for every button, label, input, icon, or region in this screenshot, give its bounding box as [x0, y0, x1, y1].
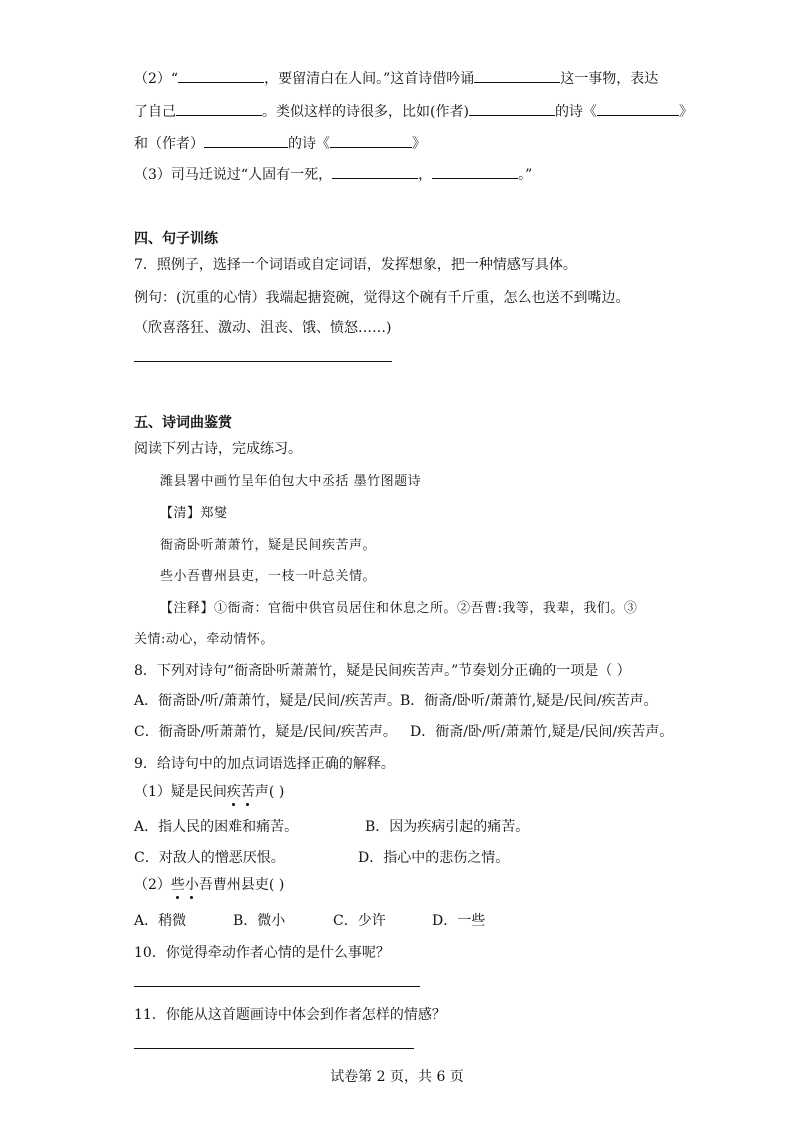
question-10: 10．你觉得牵动作者心情的是什么事呢？ — [134, 945, 390, 961]
q9-sub1-option-a[interactable]: A．指人民的困难和痛苦。 — [134, 819, 299, 835]
poem-author: 【清】郑燮 — [160, 506, 228, 521]
q9-sub1-option-b[interactable]: B．因为疾病引起的痛苦。 — [365, 819, 530, 835]
q8-option-a[interactable]: A．衙斋卧/听/萧萧竹，疑是/民间/疾苦声。 — [134, 693, 401, 709]
q6-part2-line1: （2）“ ，要留清白在人间。”这首诗借吟诵 这一事物，表达 — [134, 68, 658, 86]
q9-sub2: （2）些小吾曹州县吏( ) — [134, 877, 285, 893]
q6-part2-line3: 和（作者） 的诗《 》 — [134, 133, 426, 151]
page-footer: 试卷第 2 页，共 6 页 — [330, 1069, 464, 1085]
answer-blank[interactable] — [204, 133, 288, 148]
emphasis-dot-char: 疾 — [226, 784, 241, 800]
question-11: 11．你能从这首题画诗中体会到作者怎样的情感？ — [134, 1007, 446, 1023]
poem-title: 潍县署中画竹呈年伯包大中丞括 墨竹图题诗 — [160, 474, 422, 489]
section-5-heading: 五、诗词曲鉴赏 — [134, 415, 232, 431]
q8-option-c[interactable]: C．衙斋卧/听萧萧竹，疑是/民间/疾苦声。 — [134, 724, 397, 740]
answer-blank[interactable] — [474, 68, 560, 83]
q6-part3: （3）司马迁说过“人固有一死， ， 。” — [134, 164, 532, 182]
poem-line-1: 衙斋卧听萧萧竹，疑是民间疾苦声。 — [160, 538, 377, 553]
poem-line-2: 些小吾曹州县吏，一枝一叶总关情。 — [160, 569, 377, 584]
q9-sub2-option-d[interactable]: D．一些 — [432, 913, 486, 929]
answer-line-q10[interactable] — [134, 986, 420, 987]
emphasis-dot-char: 小 — [184, 877, 199, 893]
question-7: 7．照例子，选择一个词语或自定词语，发挥想象，把一种情感写具体。 — [134, 257, 577, 273]
q9-sub2-option-c[interactable]: C．少许 — [333, 913, 386, 929]
answer-line-q11[interactable] — [134, 1048, 414, 1049]
q9-sub1-option-d[interactable]: D．指心中的悲伤之情。 — [358, 850, 510, 866]
question-9: 9．给诗句中的加点词语选择正确的解释。 — [134, 756, 395, 772]
answer-blank[interactable] — [469, 101, 555, 116]
q9-sub2-option-a[interactable]: A．稍微 — [134, 913, 187, 929]
reading-instruction: 阅读下列古诗，完成练习。 — [134, 441, 302, 457]
answer-line-q7[interactable] — [134, 361, 392, 362]
example-sentence: 例句：(沉重的心情）我端起搪瓷碗，觉得这个碗有千斤重，怎么也送不到嘴边。 — [134, 290, 630, 306]
q8-option-b[interactable]: B．衙斋/卧听/萧萧竹,疑是/民间/疾苦声。 — [400, 693, 658, 709]
emphasis-dot-char: 苦 — [240, 784, 255, 800]
q8-option-d[interactable]: D．衙斋/卧/听/萧萧竹,疑是/民间/疾苦声。 — [410, 724, 674, 740]
answer-blank[interactable] — [432, 164, 518, 179]
answer-blank[interactable] — [597, 101, 679, 116]
answer-blank[interactable] — [178, 68, 264, 83]
section-4-heading: 四、句子训练 — [134, 231, 218, 247]
answer-blank[interactable] — [332, 164, 418, 179]
answer-blank[interactable] — [330, 133, 412, 148]
q9-sub2-option-b[interactable]: B．微小 — [233, 913, 286, 929]
q9-sub1: （1）疑是民间疾苦声( ) — [134, 784, 285, 800]
emphasis-dot-char: 些 — [170, 877, 185, 893]
word-choices: （欣喜落狂、激动、沮丧、饿、愤怒……) — [134, 320, 392, 336]
answer-blank[interactable] — [176, 101, 262, 116]
poem-notes-2: 关情:动心，牵动情怀。 — [134, 632, 274, 647]
question-8: 8．下列对诗句“衙斋卧听萧萧竹，疑是民间疾苦声。”节奏划分正确的一项是（ ） — [134, 663, 631, 679]
poem-notes-1: 【注释】①衙斋：官衙中供官员居住和休息之所。②吾曹:我等，我辈，我们。③ — [160, 601, 638, 616]
q6-part2-line2: 了自己 。类似这样的诗很多，比如(作者) 的诗《 》 — [134, 101, 693, 119]
q9-sub1-option-c[interactable]: C．对敌人的憎恶厌恨。 — [134, 850, 285, 866]
